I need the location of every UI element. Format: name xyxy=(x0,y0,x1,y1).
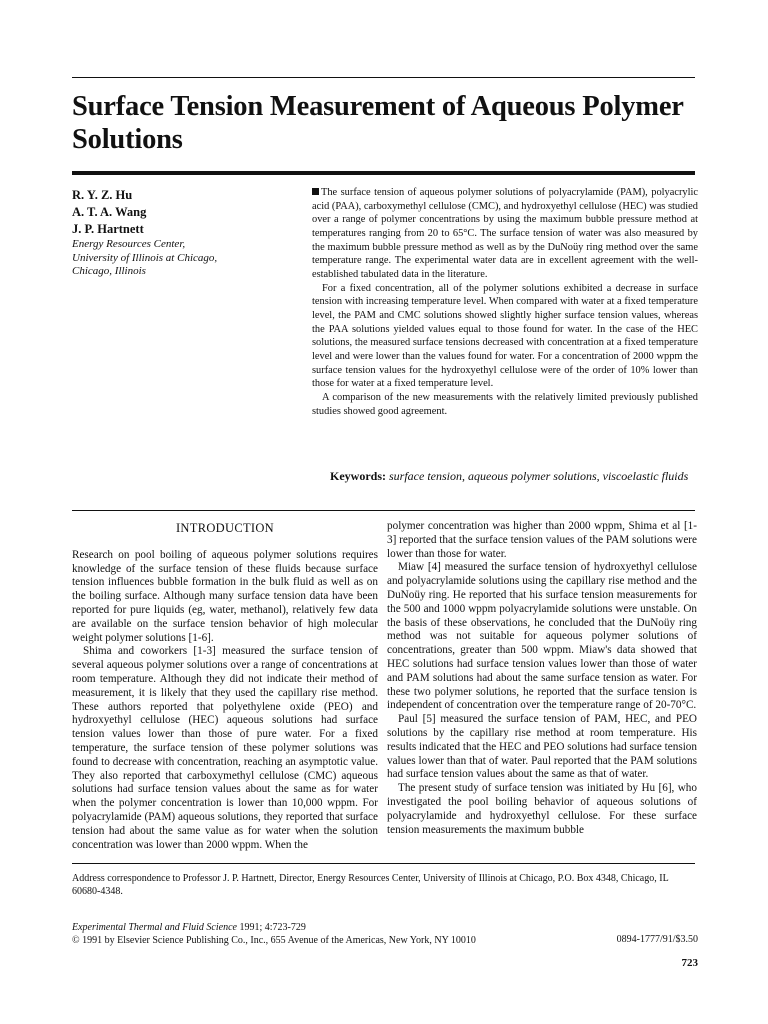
abstract-paragraph: A comparison of the new measurements with the relatively limited previously published studies showed good agreement. xyxy=(312,391,698,417)
abstract xyxy=(312,186,698,418)
journal-ref: 1991; 4:723-729 xyxy=(239,922,306,933)
body-paragraph: The present study of surface tension was initiated by Hu [6], who investigated the pool boiling behavior of aqueous solutions of polyacrylamide and hydroxyethyl cellulose. For these surface tension measurements the maximum bubble xyxy=(387,782,697,836)
top-rule xyxy=(72,77,695,78)
section-rule xyxy=(72,510,695,511)
body-column-right xyxy=(387,520,697,837)
affiliation-line: University of Illinois at Chicago, xyxy=(72,251,218,264)
abstract-text: The surface tension of aqueous polymer solutions of polyacrylamide (PAM), polyacrylic acid (PAA), carboxymethyl cellulose (CMC), and hydroxyethyl cellulose (HEC) was studied over a range of polymer concentrations by using the maximum bubble pressure method at temperatures ranging from 20 to 65°C. The surface tension of water was also measured by the maximum bubble pressure method as well as by the DuNoüy ring method over the same temperature range. The experimental water data are in excellent agreement with the well-established tabulated data in the literature. xyxy=(312,187,698,280)
body-column-left xyxy=(72,520,378,852)
body-paragraph: Miaw [4] measured the surface tension of hydroxyethyl cellulose and polyacrylamide solutions using the capillary rise method and the DuNoüy ring. He reported that his surface tension measurements for the 500 and 1000 wppm polyacrylamide solutions were unstable. On the basis of these observations, he concluded that the DuNoüy ring method was not suitable for aqueous polymer solutions of concentrations, greater than 500 wppm. Miaw's data showed that HEC solutions had surface tension values lower than those of water and PAM solutions had about the same surface tension as water. For these two polymer solutions, he reported that the surface tension is independent of concentration over the temperature range of 20-70°C. xyxy=(387,561,697,712)
issn: 0894-1777/91/$3.50 xyxy=(616,934,698,945)
affiliation-line: Energy Resources Center, xyxy=(72,238,186,250)
body-paragraph: Research on pool boiling of aqueous polymer solutions requires knowledge of the surface tension of these fluids because surface tension influences bubble formation in the bulk fluid as well as on the boiling surface. Although many surface tension data have been reported for pure liquids (eg, water, methanol), relatively few data are available on the surface tension behavior of high molecular weight polymer solutions [1-6]. xyxy=(72,548,378,644)
abstract-paragraph xyxy=(312,186,698,282)
footnote-rule xyxy=(72,863,695,864)
keywords-label: Keywords: xyxy=(330,469,386,483)
keywords xyxy=(330,469,698,484)
journal-info xyxy=(72,921,572,947)
keywords-list: surface tension, aqueous polymer solutions, viscoelastic fluids xyxy=(389,469,689,483)
journal-citation xyxy=(72,921,572,934)
abstract-paragraph: For a fixed concentration, all of the polymer solutions exhibited a decrease in surface tension with increasing temperature level. When compared with water at a fixed temperature level, the PAM and CMC solutions showed slightly higher surface tension values, whereas the PAA solutions yielded values equal to those found for water. In the case of the HEC solutions, the measured surface tensions decreased with concentration at a fixed temperature level and were lower than the values found for water. For a concentration of 2000 wppm the surface tension values for the hydroxyethyl cellulose were of the order of 10% lower than those for water at a fixed temperature level. xyxy=(312,282,698,390)
page-number: 723 xyxy=(681,957,698,969)
copyright-line: © 1991 by Elsevier Science Publishing Co., Inc., 655 Avenue of the Americas, New York, NY 10010 xyxy=(72,935,476,946)
title-rule xyxy=(72,171,695,175)
body-paragraph: Shima and coworkers [1-3] measured the surface tension of several aqueous polymer solutions over a range of concentrations at room temperature. Although they did not indicate their method of measurement, it is likely that they used the capillary rise method. These authors reported that polyethylene oxide (PEO) and hydroxyethyl cellulose (HEC) aqueous solutions had surface tension values lower than those of pure water. For a fixed temperature, the surface tension of these polymer solutions was found to decrease with concentration, reaching an asymptotic value. They also reported that carboxymethyl cellulose (CMC) aqueous solutions had surface tension values about the same as for water when the polymer concentration is lower than 10,000 wppm. For polyacrylamide (PAM) aqueous solutions, they reported that surface tension had about the same value as for water when the solution concentration was lower than 2000 wppm. When the xyxy=(72,645,378,851)
author-name: J. P. Hartnett xyxy=(72,222,144,236)
journal-name: Experimental Thermal and Fluid Science xyxy=(72,922,237,933)
author-name: R. Y. Z. Hu xyxy=(72,188,133,202)
author-block xyxy=(72,187,302,279)
author-name: A. T. A. Wang xyxy=(72,205,147,219)
square-bullet-icon xyxy=(312,188,319,195)
correspondence-note: Address correspondence to Professor J. P. Hartnett, Director, Energy Resources Center, University of Illinois at Chicago, P.O. Box 4348, Chicago, IL 60680-4348. xyxy=(72,873,669,897)
body-paragraph: polymer concentration was higher than 2000 wppm, Shima et al [1-3] reported that the surface tension values of the PAM solutions were lower than those for water. xyxy=(387,520,697,560)
body-paragraph: Paul [5] measured the surface tension of PAM, HEC, and PEO solutions by the capillary rise method at room temperature. His results indicated that the HEC and PEO solutions had surface tension values lower than that of water. Paul reported that the PAM solutions had surface tension values about the same as that of water. xyxy=(387,713,697,781)
article-title: Surface Tension Measurement of Aqueous Polymer Solutions xyxy=(72,91,684,155)
section-heading: INTRODUCTION xyxy=(175,521,275,535)
affiliation-line: Chicago, Illinois xyxy=(72,265,146,278)
